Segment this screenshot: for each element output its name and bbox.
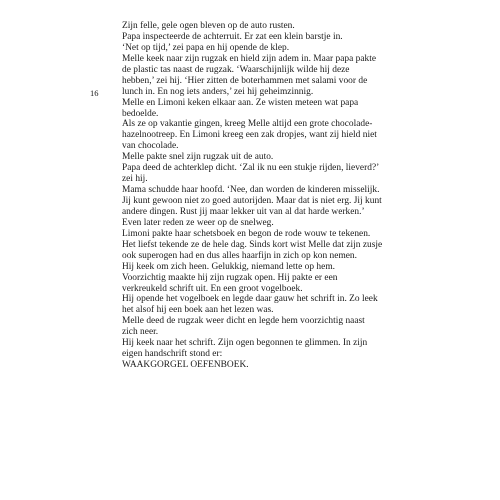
text-line: Even later reden ze weer op de snelweg. (122, 217, 274, 228)
text-line: Limoni pakte haar schetsboek en begon de rode wouw te tekenen. (122, 228, 371, 239)
text-line: Zijn felle, gele ogen bleven op de auto rusten. (122, 21, 295, 31)
text-line: Als ze op vakantie gingen, kreeg Melle altijd een grote chocolade- (122, 119, 373, 130)
text-line: Mama schudde haar hoofd. ‘Nee, dan worden de kinderen misselijk. (122, 185, 380, 196)
text-line: Papa inspecteerde de achterruit. Er zat een klein barstje in. (122, 31, 343, 42)
text-line: Het liefst tekende ze de hele dag. Sinds kort wist Melle dat zijn zusje (122, 239, 383, 250)
text-line: Jij kunt gewoon niet zo goed autorijden. Maar dat is niet erg. Jij kunt (122, 196, 382, 206)
text-line: het alsof hij een boek aan het lezen was. (122, 305, 274, 316)
text-line: Hij keek naar het schrift. Zijn ogen begonnen te glimmen. In zijn (122, 338, 368, 349)
text-line: andere dingen. Rust jij maar lekker uit van al dat harde werken.’ (122, 206, 365, 217)
text-line: de plastic tas naast de rugzak. ‘Waarschijnlijk wilde hij deze (122, 64, 350, 75)
page-number: 16 (90, 88, 99, 98)
text-line: WAAKGORGEL OEFENBOEK. (122, 360, 249, 371)
text-line: zich neer. (122, 327, 159, 338)
text-line: Melle keek naar zijn rugzak en hield zijn adem in. Maar papa pakte (122, 53, 377, 64)
text-line: ook superogen had en dus alles haarfijn in zich op kon nemen. (122, 250, 358, 261)
text-line: Hij keek om zich heen. Gelukkig, niemand lette op hem. (122, 261, 335, 272)
text-line: Hij opende het vogelboek en legde daar gauw het schrift in. Zo leek (122, 294, 378, 305)
text-line: zei hij. (122, 174, 148, 185)
text-line: lunch in. En nog iets anders,’ zei hij geheimzinnig. (122, 86, 314, 97)
text-line: Papa deed de achterklep dicht. ‘Zal ik nu een stukje rijden, lieverd?’ (122, 163, 380, 174)
text-line: hebben,’ zei hij. ‘Hier zitten de boterhammen met salami voor de (122, 75, 368, 86)
text-line: Melle en Limoni keken elkaar aan. Ze wisten meteen wat papa (122, 97, 359, 108)
text-line: Melle pakte snel zijn rugzak uit de auto. (122, 152, 274, 163)
text-line: ‘Net op tijd,’ zei papa en hij opende de klep. (122, 42, 290, 53)
text-line: van chocolade. (122, 141, 179, 152)
text-line: verkreukeld schrift uit. En een groot vogelboek. (122, 283, 303, 294)
body-text (122, 21, 422, 371)
text-line: Voorzichtig maakte hij zijn rugzak open. Hij pakte er een (122, 272, 338, 283)
text-line: bedoelde. (122, 108, 159, 119)
text-line: hazelnootreep. En Limoni kreeg een zak dropjes, want zij hield niet (122, 130, 377, 141)
text-line: Melle deed de rugzak weer dicht en legde hem voorzichtig naast (122, 316, 365, 327)
text-line: eigen handschrift stond er: (122, 349, 223, 360)
